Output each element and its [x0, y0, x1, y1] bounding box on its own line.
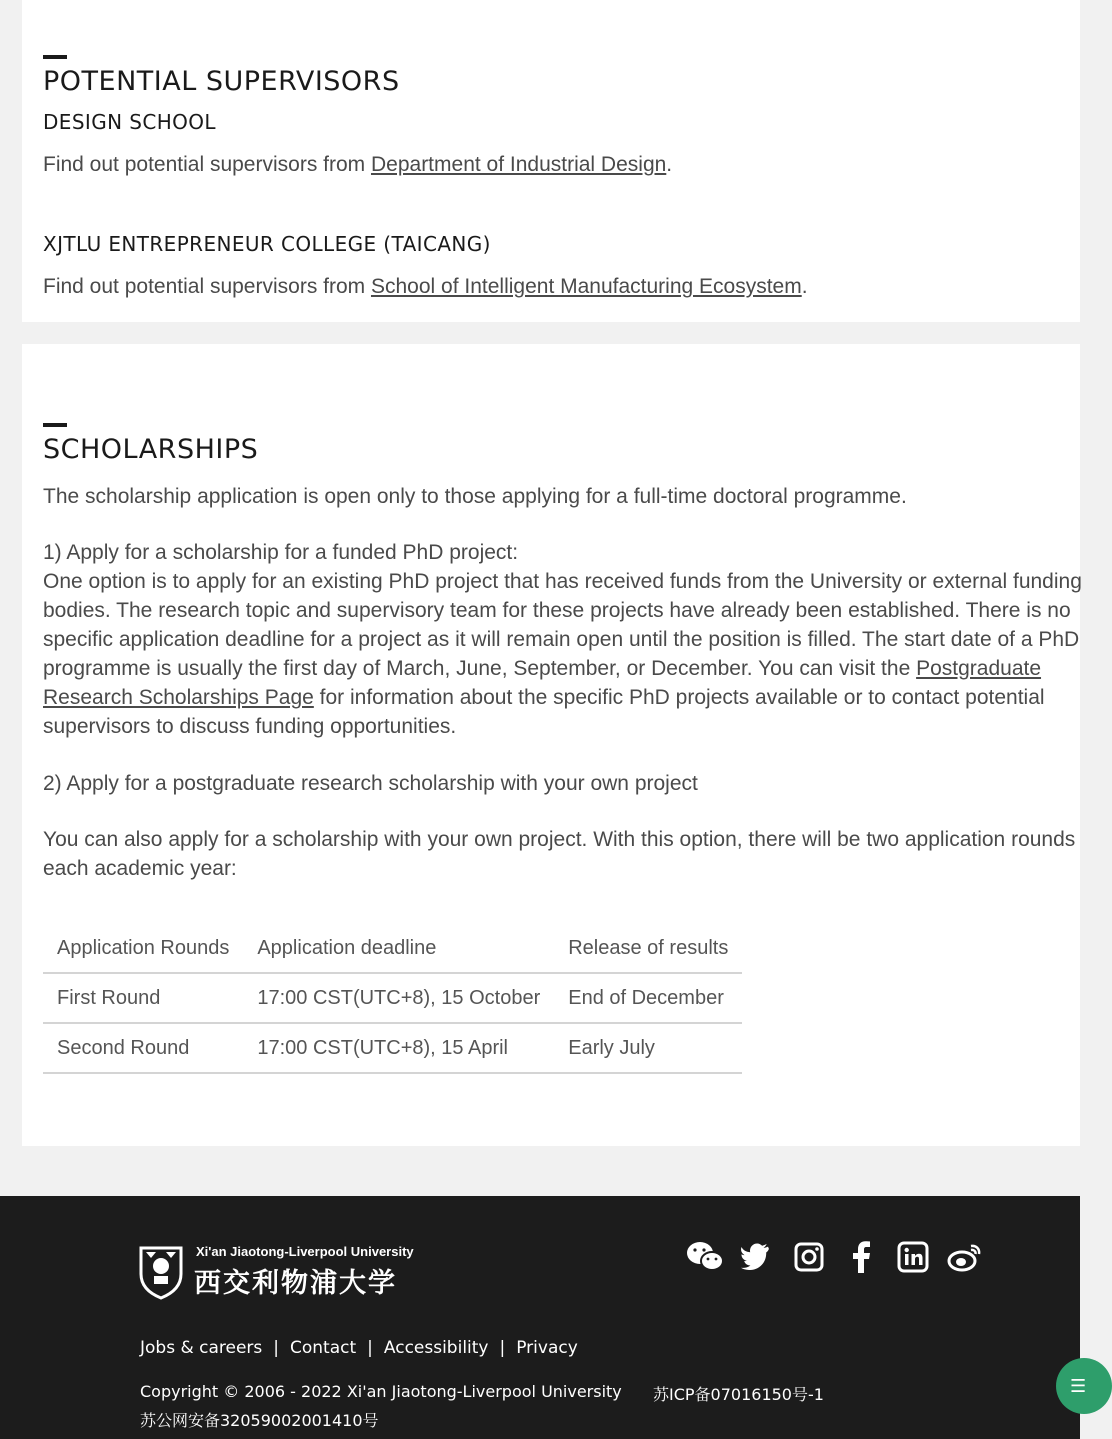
design-school-heading: DESIGN SCHOOL	[43, 110, 216, 134]
section-dash	[43, 55, 67, 59]
scholarships-section	[22, 344, 1080, 1146]
section-dash	[43, 423, 67, 427]
wechat-icon[interactable]	[688, 1240, 722, 1274]
option1-text: One option is to apply for an existing PhD project that has received funds from the University or external funding bodies. The research topic and supervisory team for these projects have already been established. There is no specific application deadline for a project as it will remain open until the position is filled. The start date of a PhD programme is usually the first day of March, June, September, or December. You can visit the Postgraduate Research Scholarships Page for information about the specific PhD projects available or to contact potential supervisors to discuss funding opportunities.	[43, 570, 1082, 738]
application-rounds-table	[43, 924, 742, 1074]
table-row	[43, 1023, 742, 1073]
linkedin-icon[interactable]	[896, 1240, 930, 1274]
link-divider: |	[499, 1338, 506, 1358]
floating-menu-button[interactable]	[1056, 1358, 1112, 1414]
option1-title: 1) Apply for a scholarship for a funded PhD project:	[43, 541, 519, 564]
university-logo[interactable]	[138, 1241, 438, 1301]
public-security-record[interactable]: 苏公网安备32059002001410号	[140, 1411, 379, 1430]
menu-icon: ☰	[1070, 1375, 1087, 1396]
instagram-icon[interactable]	[792, 1240, 826, 1274]
table-cell: First Round	[43, 973, 243, 1023]
site-footer	[0, 1196, 1080, 1439]
logo-chinese-name: 西交利物浦大学	[194, 1268, 397, 1299]
table-cell: 17:00 CST(UTC+8), 15 October	[243, 973, 554, 1023]
contact-link[interactable]: Contact	[290, 1338, 357, 1358]
link-divider: |	[367, 1338, 373, 1358]
scholarships-title: SCHOLARSHIPS	[43, 434, 259, 465]
shield-icon	[138, 1244, 184, 1300]
supervisors-section	[22, 0, 1080, 322]
link-divider: |	[273, 1338, 280, 1358]
industrial-design-link[interactable]: Department of Industrial Design	[370, 153, 667, 176]
privacy-link[interactable]: Privacy	[516, 1338, 578, 1358]
table-cell: End of December	[554, 973, 742, 1023]
entrepreneur-college-text: Find out potential supervisors from School of Intelligent Manufacturing Ecosystem.	[43, 275, 808, 298]
accessibility-link[interactable]: Accessibility	[383, 1338, 489, 1358]
design-school-text: Find out potential supervisors from Department of Industrial Design.	[43, 153, 673, 176]
intelligent-manufacturing-link[interactable]: School of Intelligent Manufacturing Ecosystem	[370, 275, 802, 298]
supervisors-title: POTENTIAL SUPERVISORS	[43, 66, 400, 97]
copyright-text: Copyright © 2006 - 2022 Xi'an Jiaotong-Liverpool University	[140, 1382, 622, 1401]
table-cell: Second Round	[43, 1023, 243, 1073]
table-header-row	[43, 924, 742, 973]
icp-license[interactable]: 苏ICP备07016150号-1	[653, 1385, 824, 1404]
option2-title: 2) Apply for a postgraduate research scholarship with your own project	[43, 772, 698, 795]
entrepreneur-college-heading: XJTLU ENTREPRENEUR COLLEGE (TAICANG)	[43, 232, 491, 256]
weibo-icon[interactable]	[948, 1240, 982, 1274]
column-header: Application Rounds	[43, 924, 243, 973]
social-links	[688, 1240, 982, 1274]
logo-english-name: Xi'an Jiaotong-Liverpool University	[196, 1244, 414, 1259]
facebook-icon[interactable]	[844, 1240, 878, 1274]
option2-text: You can also apply for a scholarship with your own project. With this option, there will be two application rounds each academic year:	[43, 828, 1076, 880]
pgr-scholarships-link[interactable]: Postgraduate Research Scholarships Page	[43, 657, 1042, 709]
table-row	[43, 973, 742, 1023]
column-header: Release of results	[554, 924, 742, 973]
table-cell: Early July	[554, 1023, 742, 1073]
twitter-icon[interactable]	[740, 1240, 774, 1274]
jobs-careers-link[interactable]: Jobs & careers	[140, 1338, 263, 1358]
table-cell: 17:00 CST(UTC+8), 15 April	[243, 1023, 554, 1073]
column-header: Application deadline	[243, 924, 554, 973]
footer-links	[140, 1338, 578, 1358]
scholarship-intro: The scholarship application is open only to those applying for a full-time doctoral programme.	[43, 485, 907, 508]
